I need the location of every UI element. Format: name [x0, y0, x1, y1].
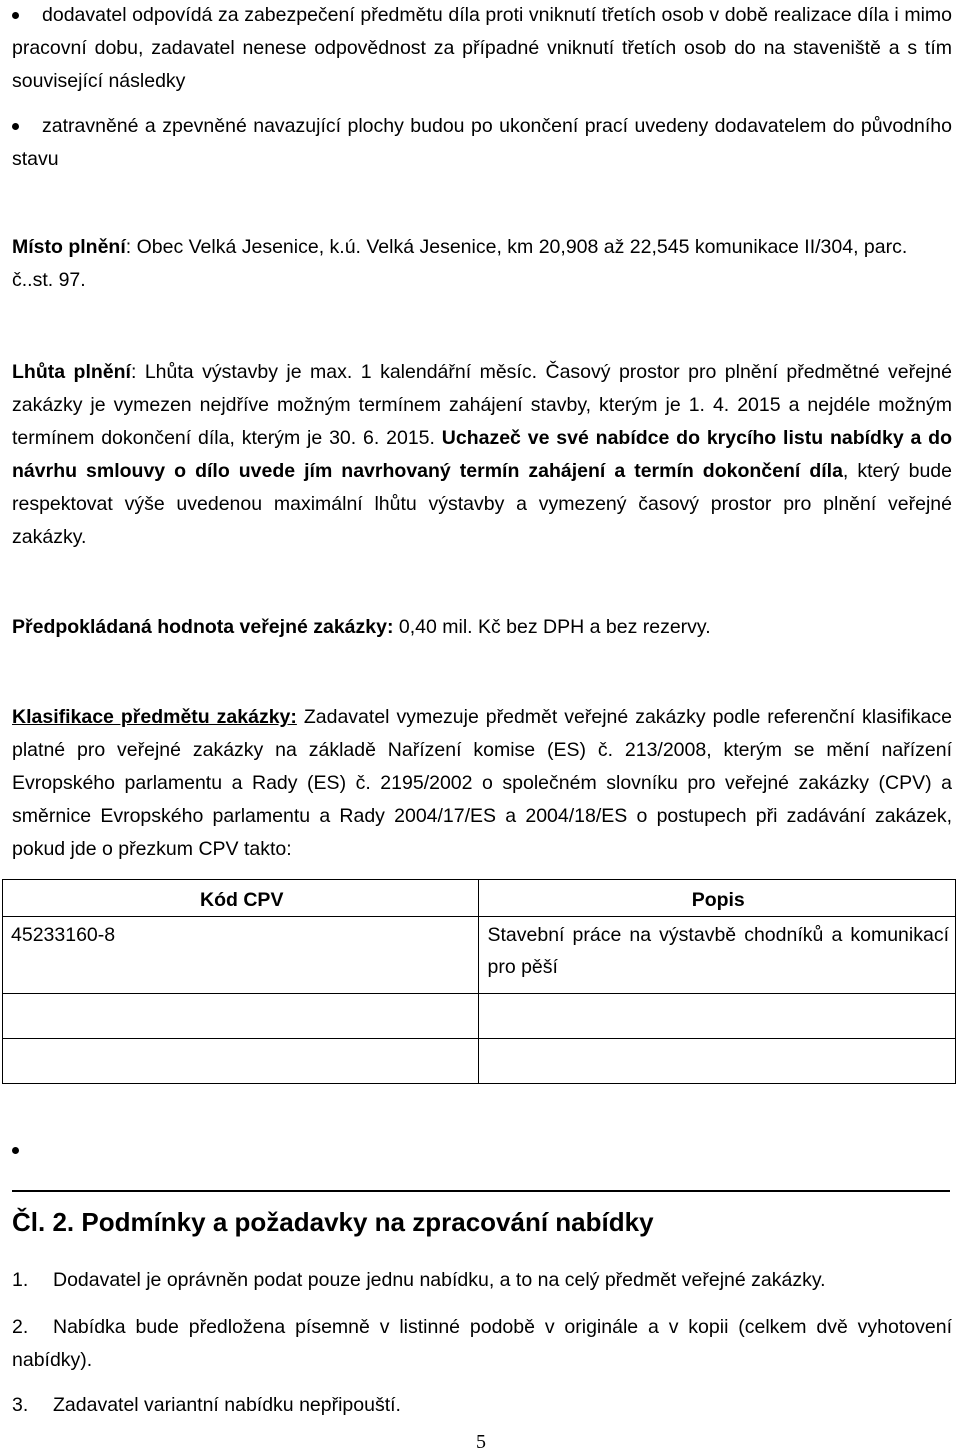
table-header-row [3, 880, 956, 917]
lhuta-plneni-paragraph [12, 356, 952, 554]
bullet-icon [12, 123, 19, 130]
table-cell-code [3, 994, 479, 1039]
misto-plneni-label: Místo plnění [12, 236, 126, 258]
bullet-text: zatravněné a zpevněné navazující plochy budou po ukončení prací uvedeny dodavatelem do původního stavu [12, 115, 952, 170]
list-item [12, 1264, 952, 1297]
misto-plneni-paragraph [12, 231, 952, 297]
predpokladana-hodnota-text: 0,40 mil. Kč bez DPH a bez rezervy. [393, 616, 711, 638]
table-row [3, 1039, 956, 1084]
table-cell-code: 45233160-8 [3, 917, 479, 994]
section-heading: Čl. 2. Podmínky a požadavky na zpracování nabídky [12, 1207, 654, 1237]
lhuta-plneni-label: Lhůta plnění [12, 361, 131, 383]
list-item-text: Nabídka bude předložena písemně v listinné podobě v originále a v kopii (celkem dvě vyhotovení nabídky). [12, 1316, 952, 1371]
table-cell-code [3, 1039, 479, 1084]
column-header-popis: Popis [479, 880, 956, 917]
misto-plneni-text: : Obec Velká Jesenice, k.ú. Velká Jesenice, km 20,908 až 22,545 komunikace II/304, parc. č..st. 97. [12, 236, 908, 291]
list-item-text: Zadavatel variantní nabídku nepřipouští. [53, 1394, 401, 1416]
section-divider [12, 1190, 950, 1192]
table-cell-description: Stavební práce na výstavbě chodníků a komunikací pro pěší [479, 917, 956, 994]
bullet-text: dodavatel odpovídá za zabezpečení předmětu díla proti vniknutí třetích osob v době realizace díla i mimo pracovní dobu, zadavatel nenese odpovědnost za případné vniknutí třetích osob do na staveniště a s tím související následky [12, 4, 952, 92]
list-item-number: 1. [12, 1269, 29, 1291]
lhuta-plneni-bold-text: Uchazeč ve své nabídce do krycího listu nabídky a do návrhu smlouvy o dílo uvede jím navrhovaný termín zahájení a termín dokončení díla [12, 427, 953, 482]
lhuta-plneni-text-end: , který bude respektovat výše uvedenou maximální lhůtu výstavby a vymezený časový prostor pro plnění veřejné zakázky. [12, 460, 953, 548]
list-item [12, 1311, 952, 1377]
table-row [3, 994, 956, 1039]
klasifikace-text: Zadavatel vymezuje předmět veřejné zakázky podle referenční klasifikace platné pro veřejné zakázky na základě Nařízení komise (ES) č. 213/2008, kterým se mění nařízení Evropského parlamentu a Rady (ES) č. 2195/2002 o společném slovníku pro veřejné zakázky (CPV) a směrnice Evropského parlamentu a Rady 2004/17/ES a 2004/18/ES o postupech při zadávání zakázek, pokud jde o přezkum CPV takto: [12, 706, 952, 860]
cpv-table [2, 879, 956, 1084]
list-item-number: 3. [12, 1394, 29, 1416]
bullet-item [12, 0, 952, 98]
list-item-number: 2. [12, 1316, 29, 1338]
list-item [12, 1389, 952, 1422]
table-row [3, 917, 956, 994]
bullet-icon [12, 1147, 19, 1154]
bullet-icon [12, 12, 19, 19]
page-number: 5 [476, 1431, 486, 1453]
klasifikace-label: Klasifikace předmětu zakázky: [12, 706, 297, 728]
column-header-kod-cpv: Kód CPV [3, 880, 479, 917]
klasifikace-paragraph [12, 701, 952, 866]
predpokladana-hodnota-label: Předpokládaná hodnota veřejné zakázky: [12, 616, 394, 638]
list-item-text: Dodavatel je oprávněn podat pouze jednu nabídku, a to na celý předmět veřejné zakázky. [53, 1269, 826, 1291]
predpokladana-hodnota-paragraph [12, 611, 952, 644]
table-cell-description [479, 1039, 956, 1084]
table-cell-description [479, 994, 956, 1039]
bullet-item [12, 110, 952, 176]
lhuta-plneni-text: : Lhůta výstavby je max. 1 kalendářní měsíc. Časový prostor pro plnění předmětné veřejné zakázky je vymezen nejdříve možným termínem zahájení stavby, kterým je 1. 4. 2015 a nejdéle možným termínem dokončení díla, kterým je 30. 6. 2015. [12, 361, 952, 449]
